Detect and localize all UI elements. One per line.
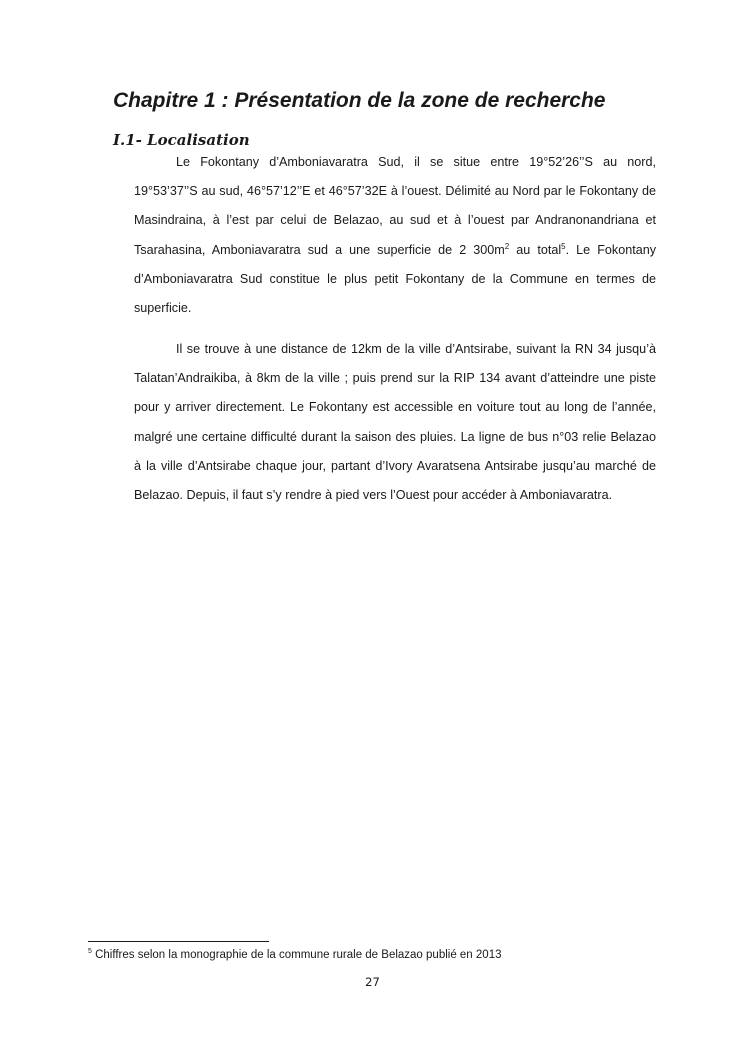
paragraph-text: au total xyxy=(509,242,562,257)
paragraph-text: Le Fokontany d’Amboniavaratra Sud, il se situe entre 19°52’26’’S au nord, 19°53’37’’S au sud, 46°57’12’’E et 46°57’32E à l’ouest. Délimité au Nord par le Fokontany de Masindraina, à l’est par celui de Belazao, au sud et à l’ouest par Andranonandriana et Tsarahasina, Amboniavaratra sud a une superficie de 2 300m xyxy=(134,155,656,257)
paragraph-text: . Le Fokontany d’Amboniavaratra Sud constitue le plus petit Fokontany de la Commune en termes de superficie. xyxy=(134,242,657,316)
paragraph-localisation xyxy=(134,148,656,323)
footnote-reference[interactable]: 5 xyxy=(561,241,566,251)
unit-superscript: 2 xyxy=(504,241,510,251)
footnote-separator xyxy=(88,941,269,942)
section-heading: I.1- Localisation xyxy=(113,131,250,149)
chapter-title: Chapitre 1 : Présentation de la zone de recherche xyxy=(113,89,606,112)
footnote-text: Chiffres selon la monographie de la commune rurale de Belazao publié en 2013 xyxy=(91,949,502,961)
footnote-marker: 5 xyxy=(88,948,92,956)
footnote xyxy=(88,947,501,963)
paragraph-access: Il se trouve à une distance de 12km de la ville d’Antsirabe, suivant la RN 34 jusqu’à Talatan’Andraikiba, à 8km de la ville ; puis prend sur la RIP 134 avant d’atteindre une piste pour y arriver directement. Le Fokontany est accessible en voiture tout au long de l’année, malgré une certaine difficulté durant la saison des pluies. La ligne de bus n°03 relie Belazao à la ville d’Antsirabe chaque jour, partant d’Ivory Avaratsena Antsirabe jusqu’au marché de Belazao. Depuis, il faut s’y rendre à pied vers l’Ouest pour accéder à Amboniavaratra. xyxy=(134,342,656,503)
page-number: 27 xyxy=(365,975,380,989)
